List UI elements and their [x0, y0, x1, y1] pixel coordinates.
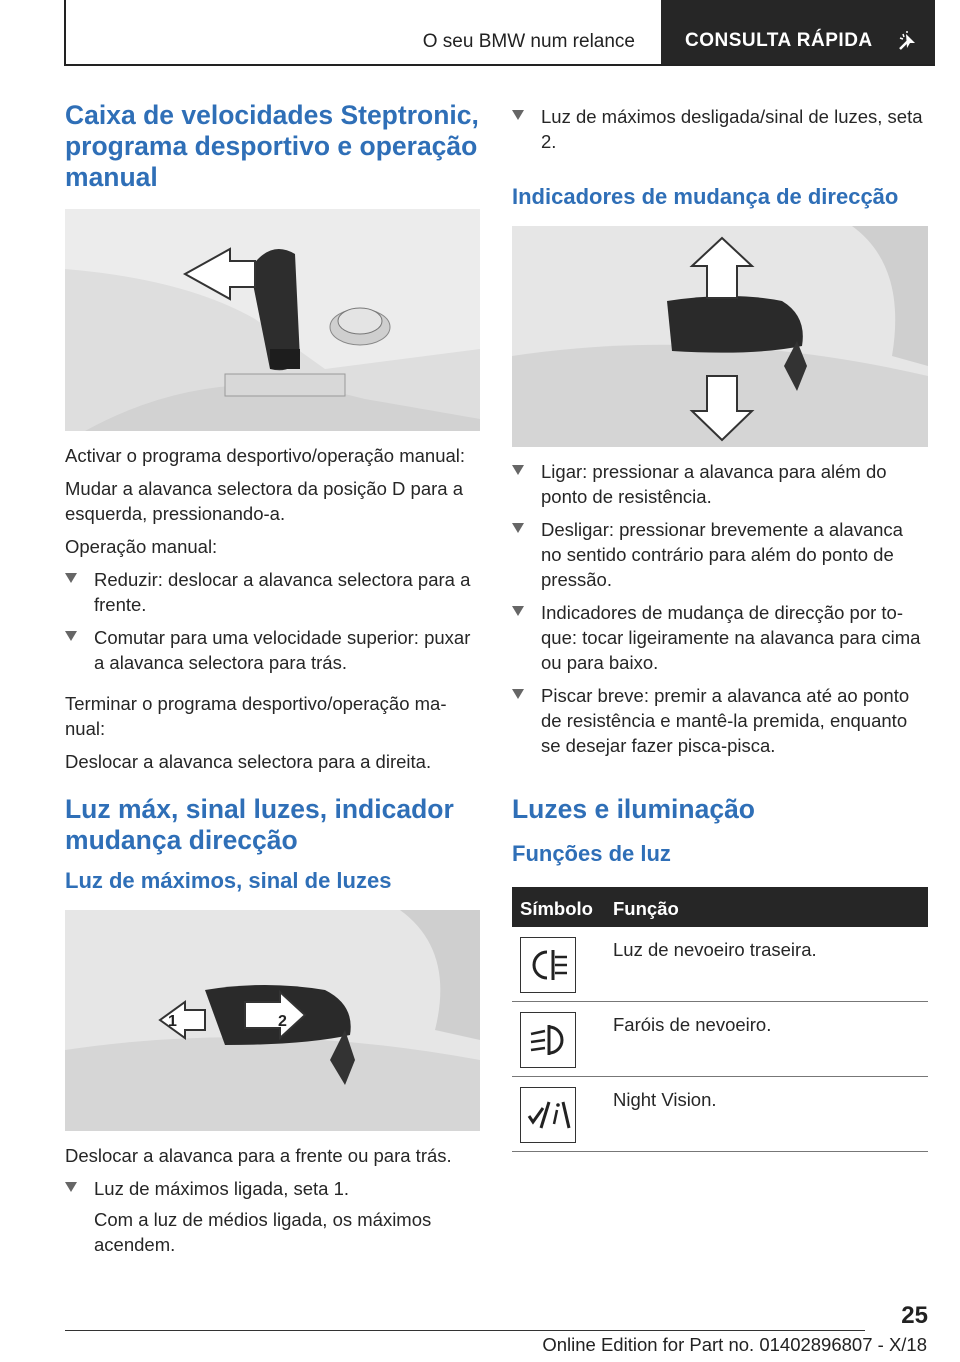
page-number: 25: [901, 1302, 928, 1329]
header-left-rule: [64, 0, 66, 66]
paragraph: Mudar a alavanca selectora da posição D para a esquerda, pressionando-a.: [65, 478, 463, 524]
list-item-text: Ligar: pressionar a alavanca para além do ponto de resistência.: [541, 461, 887, 507]
paragraph: Deslocar a alavanca selectora para a direita.: [65, 751, 432, 772]
turn-signal-image: [512, 226, 928, 447]
list-item: [65, 1176, 480, 1201]
chapter-title: CONSULTA RÁPIDA: [685, 30, 873, 51]
paragraph: Terminar o programa desportivo/operação ma-nual:: [65, 693, 447, 739]
chapter-tab[interactable]: [661, 0, 935, 64]
front-fog-light-icon: [520, 1012, 576, 1068]
list-item: [65, 567, 480, 617]
list-item: [512, 459, 928, 509]
paragraph: Deslocar a alavanca para a frente ou para trás.: [65, 1145, 452, 1166]
list-item: [65, 625, 480, 675]
table-header: [512, 887, 928, 927]
section-title: O seu BMW num relance: [422, 31, 635, 52]
paragraph-indented: Com a luz de médios ligada, os máximos acendem.: [94, 1209, 432, 1255]
list-item: [512, 104, 928, 154]
bullet-triangle-icon: [65, 631, 77, 641]
gear-selector-image: [65, 209, 480, 431]
list-item-text: Reduzir: deslocar a alavanca selectora para a frente.: [94, 569, 471, 615]
paragraph: Operação manual:: [65, 536, 218, 557]
turn-signal-figure: [512, 226, 928, 447]
column-header-symbol: Símbolo: [520, 898, 593, 919]
bullet-triangle-icon: [65, 1182, 77, 1192]
night-vision-icon: [520, 1087, 576, 1143]
cursor-click-icon: [897, 30, 919, 52]
bullet-triangle-icon: [512, 110, 524, 120]
gear-selector-figure: [65, 209, 480, 431]
bullet-triangle-icon: [512, 465, 524, 475]
arrow-label-2: 2: [278, 1013, 287, 1030]
list-item-text: Luz de máximos desligada/sinal de luzes, seta 2.: [541, 106, 923, 152]
light-functions-table: [512, 887, 928, 1152]
bullet-triangle-icon: [512, 523, 524, 533]
heading-indicadores: Indicadores de mudança de direcção: [512, 184, 899, 209]
heading-luz-max: Luz máx, sinal luzes, indicador mudança direcção: [65, 794, 454, 855]
bullet-triangle-icon: [512, 606, 524, 616]
left-column: [65, 100, 480, 1257]
list-item: [512, 683, 928, 758]
list-item-text: Piscar breve: premir a alavanca até ao ponto de resistência e mantê-la premida, enquanto se desejar fazer pisca-pisca.: [541, 685, 910, 756]
list-item-text: Indicadores de mudança de direcção por to-que: tocar ligeiramente na alavanca para cima ou para baixo.: [541, 602, 921, 673]
table-row: [512, 1002, 928, 1077]
paragraph: Activar o programa desportivo/operação manual:: [65, 445, 466, 466]
function-text: Luz de nevoeiro traseira.: [613, 939, 817, 960]
list-item-text: Comutar para uma velocidade superior: puxar a alavanca selectora para trás.: [94, 627, 471, 673]
table-row: [512, 927, 928, 1002]
arrow-label-1: 1: [168, 1013, 177, 1030]
bullet-triangle-icon: [65, 573, 77, 583]
table-row: [512, 1077, 928, 1152]
list-item-text: Desligar: pressionar brevemente a alavanca no sentido contrário para além do ponto de pressão.: [541, 519, 903, 590]
heading-luz-maximos: Luz de máximos, sinal de luzes: [65, 868, 392, 893]
heading-funcoes: Funções de luz: [512, 841, 671, 866]
list-item-text: Luz de máximos ligada, seta 1.: [94, 1178, 350, 1199]
heading-steptronic: Caixa de velocidades Steptronic, programa desportivo e operação manual: [65, 100, 479, 192]
function-text: Night Vision.: [613, 1089, 717, 1110]
right-column: [512, 100, 928, 1152]
list-item: [512, 517, 928, 592]
list-item: [512, 600, 928, 675]
high-beam-lever-figure: [65, 910, 480, 1131]
bullet-triangle-icon: [512, 689, 524, 699]
function-text: Faróis de nevoeiro.: [613, 1014, 772, 1035]
edition-note: Online Edition for Part no. 01402896807 - X/18: [542, 1334, 927, 1355]
rear-fog-light-icon: [520, 937, 576, 993]
high-beam-lever-image: [65, 910, 480, 1131]
header-rule: [65, 64, 935, 66]
footer-rule: [65, 1330, 865, 1331]
column-header-function: Função: [613, 898, 679, 919]
heading-luzes: Luzes e iluminação: [512, 794, 755, 824]
